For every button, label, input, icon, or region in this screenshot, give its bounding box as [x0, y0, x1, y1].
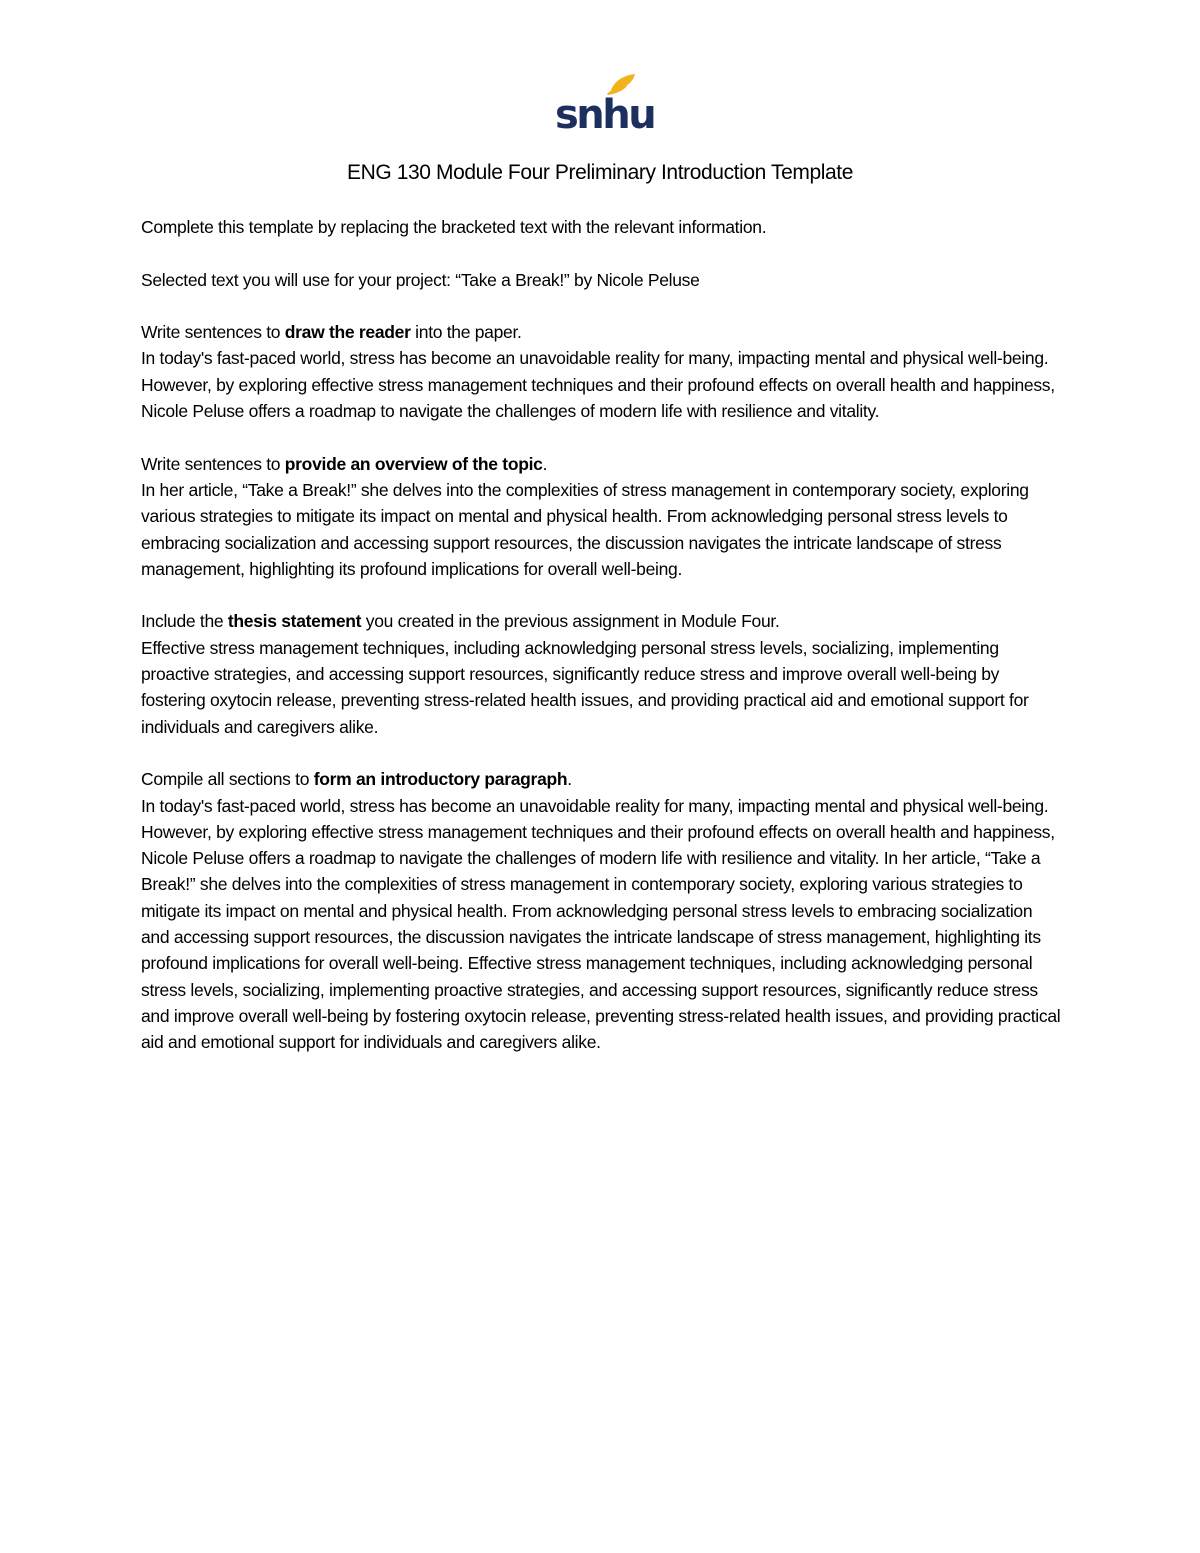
document-body	[141, 214, 1061, 1056]
prompt-introductory-paragraph: Compile all sections to form an introductory paragraph.	[141, 769, 572, 790]
prompt-emphasis: draw the reader	[284, 322, 411, 343]
answer-overview: In her article, “Take a Break!” she delves into the complexities of stress management in contemporary society, exploring various strategies to mitigate its impact on mental and physical health. From acknowledging personal stress levels to embracing socialization and accessing support resources, the discussion navigates the intricate landscape of stress management, highlighting its profound implications for overall well-being.	[141, 479, 1029, 579]
prompt-emphasis: provide an overview of the topic	[284, 453, 543, 474]
selected-text-line: Selected text you will use for your project: “Take a Break!” by Nicole Peluse	[141, 269, 700, 290]
instructions-text: Complete this template by replacing the bracketed text with the relevant information.	[141, 217, 767, 237]
prompt-overview: Write sentences to provide an overview of the topic.	[141, 453, 548, 474]
prompt-emphasis: thesis statement	[227, 611, 362, 632]
logo-wordmark: snhu	[555, 92, 655, 138]
prompt-draw-reader: Write sentences to draw the reader into the paper.	[141, 322, 522, 343]
answer-draw-reader: In today's fast-paced world, stress has become an unavoidable reality for many, impacting mental and physical well-being. However, by exploring effective stress management techniques and their profound effects on overall health and happiness, Nicole Peluse offers a roadmap to navigate the challenges of modern life with resilience and vitality.	[141, 348, 1055, 422]
answer-introductory-paragraph: In today's fast-paced world, stress has become an unavoidable reality for many, impacting mental and physical well-being. However, by exploring effective stress management techniques and their profound effects on overall health and happiness, Nicole Peluse offers a roadmap to navigate the challenges of modern life with resilience and vitality. In her article, “Take a Break!” she delves into the complexities of stress management in contemporary society, exploring various strategies to mitigate its impact on mental and physical health. From acknowledging personal stress levels to embracing socialization and accessing support resources, the discussion navigates the intricate landscape of stress management, highlighting its profound implications for overall well-being. Effective stress management techniques, including acknowledging personal stress levels, socializing, implementing proactive strategies, and accessing support resources, significantly reduce stress and improve overall well-being by fostering oxytocin release, preventing stress-related health issues, and providing practical aid and emotional support for individuals and caregivers alike.	[141, 795, 1061, 1053]
snhu-logo	[553, 72, 655, 138]
prompt-thesis: Include the thesis statement you created in the previous assignment in Module Four.	[141, 611, 780, 632]
snhu-logo-graphic	[553, 72, 655, 138]
prompt-emphasis: form an introductory paragraph	[313, 769, 568, 790]
document-title: ENG 130 Module Four Preliminary Introduction Template	[347, 161, 853, 184]
answer-thesis: Effective stress management techniques, including acknowledging personal stress levels, socializing, implementing proactive strategies, and accessing support resources, significantly reduce stress and improve overall well-being by fostering oxytocin release, preventing stress-related health issues, and providing practical aid and emotional support for individuals and caregivers alike.	[141, 637, 1029, 737]
